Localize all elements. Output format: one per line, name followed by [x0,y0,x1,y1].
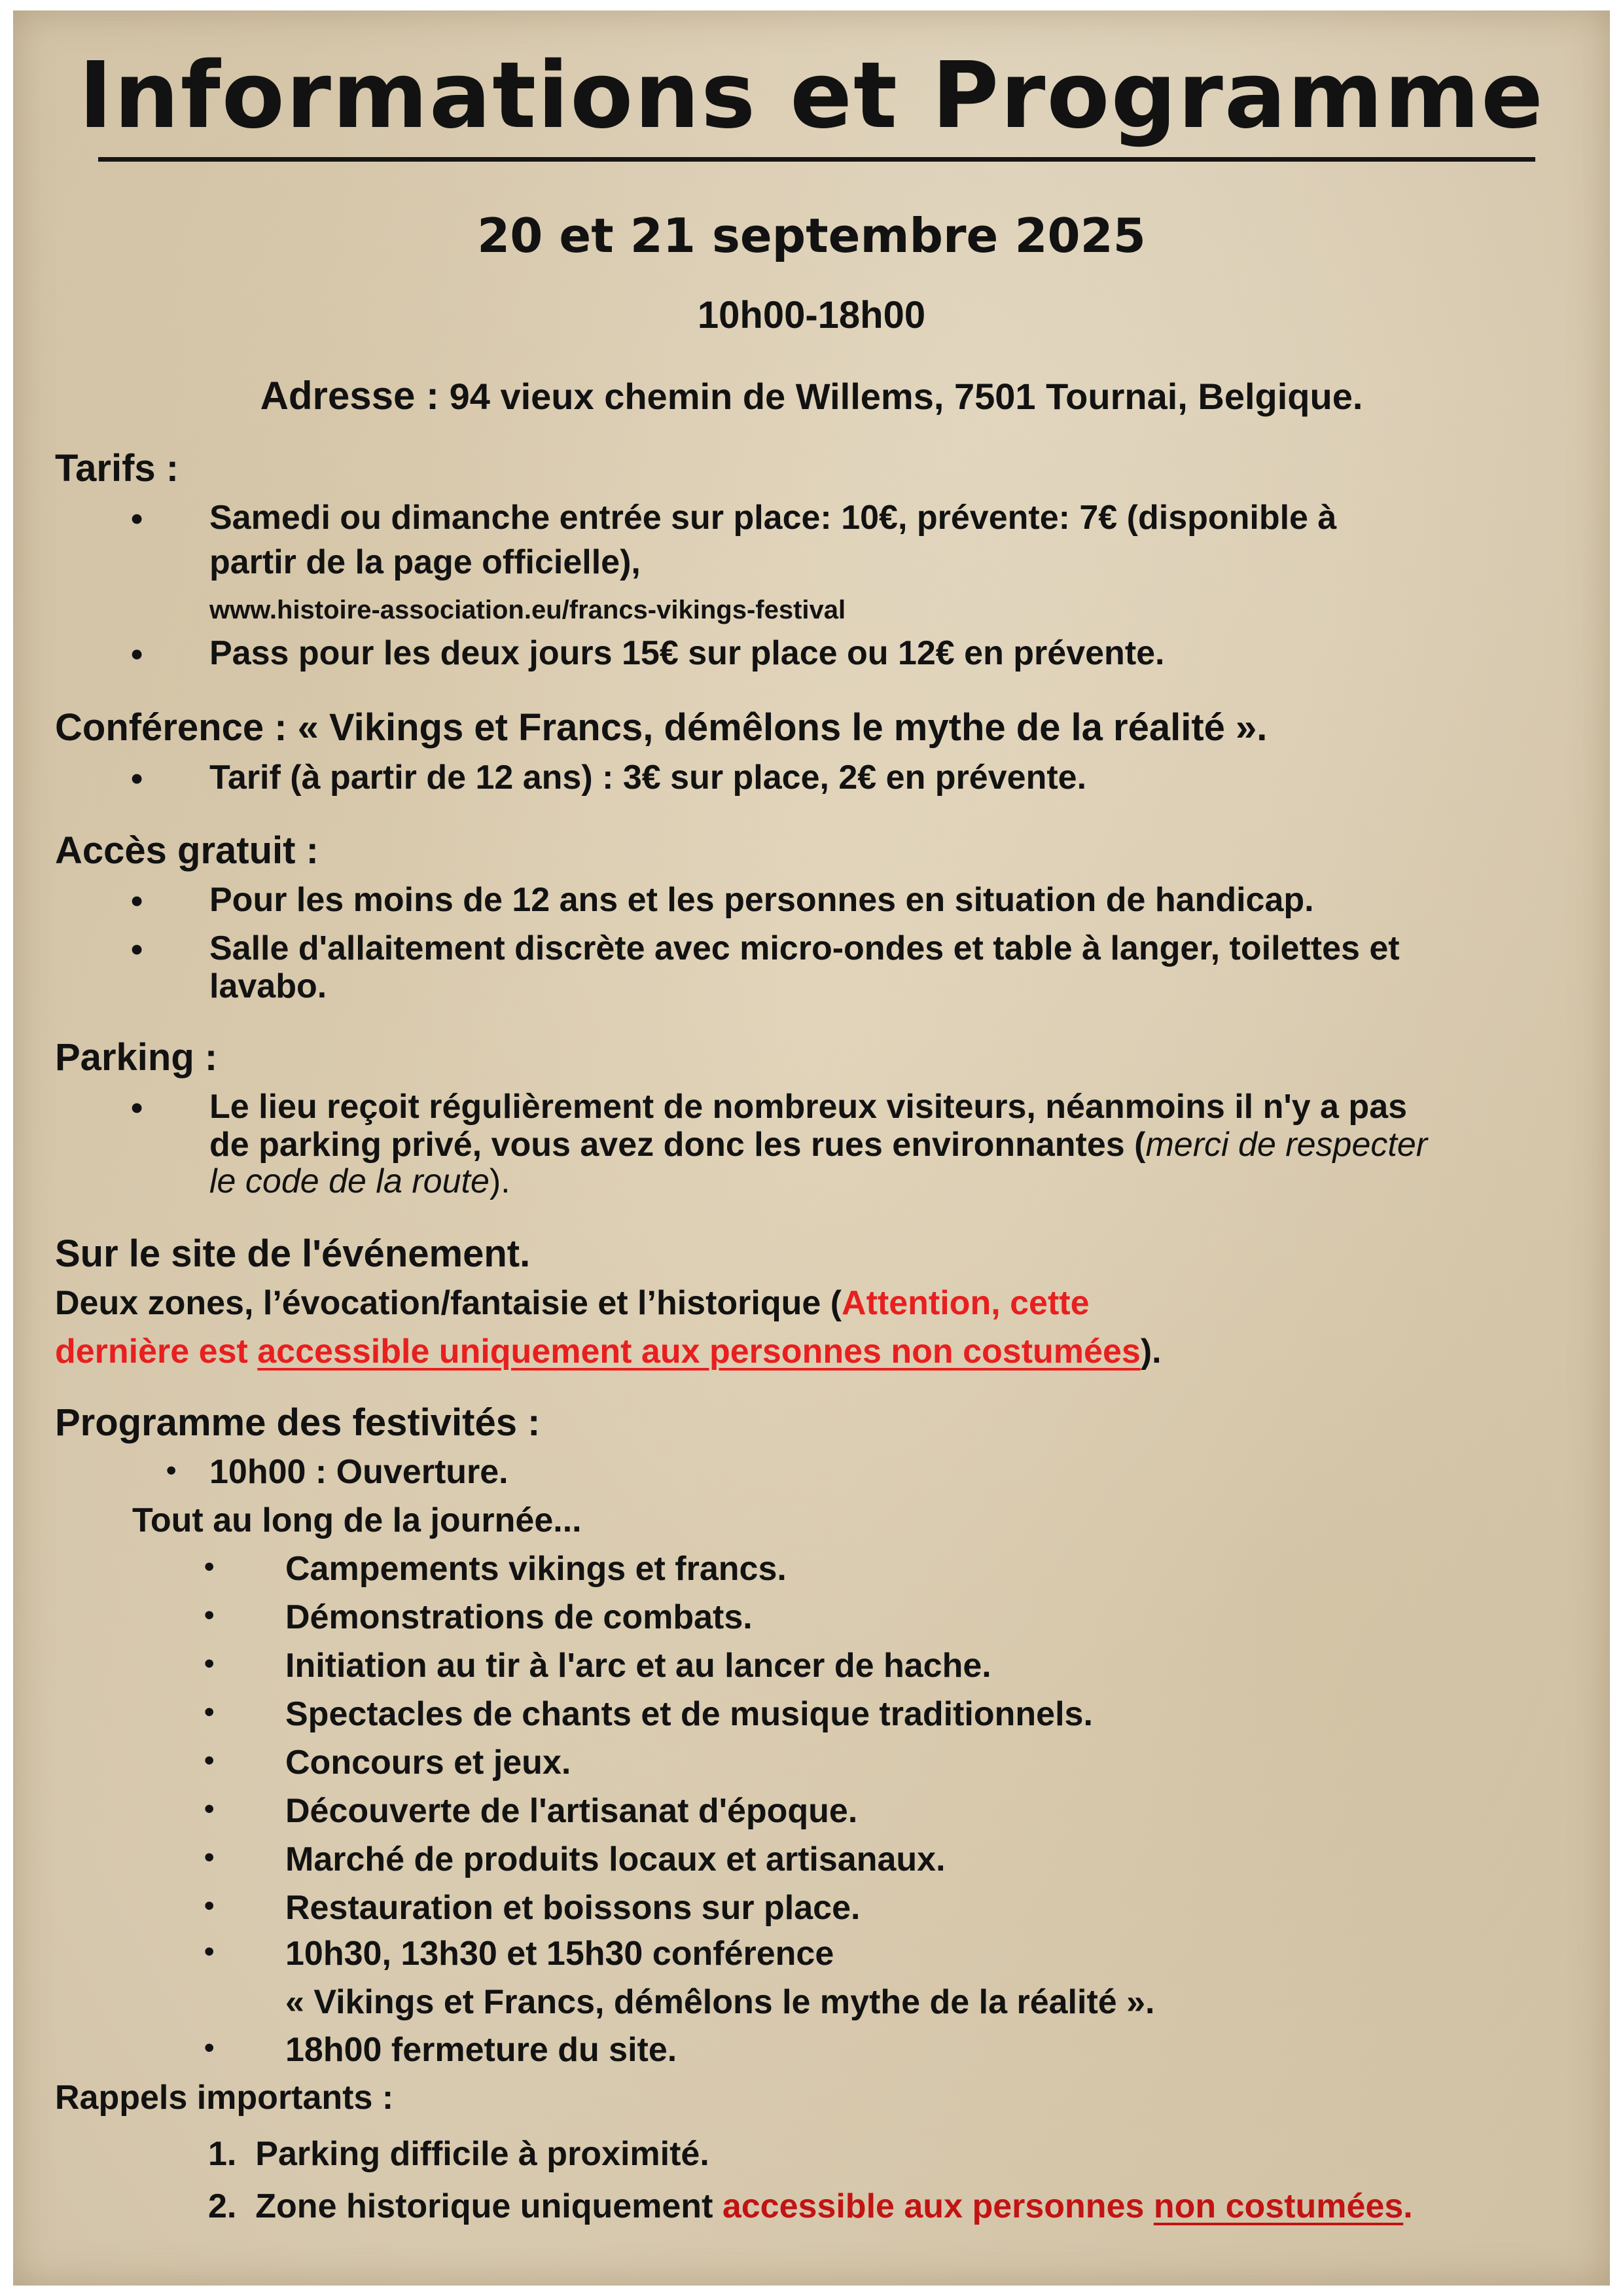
site-line2 [55,1333,1162,1371]
event-hours: 10h00-18h00 [697,294,926,336]
programme-item: Découverte de l'artisanat d'époque. [285,1792,858,1830]
programme-item: Démonstrations de combats. [285,1598,753,1636]
parking-line2 [209,1126,1427,1164]
official-page-url: www.histoire-association.eu/francs-vikings-festival [209,596,846,624]
reminder-1 [208,2135,709,2173]
address-label: Adresse : [260,374,440,418]
bullet-icon: • [131,882,143,920]
programme-item: Concours et jeux. [285,1744,571,1782]
free-access-item2-line1: Salle d'allaitement discrète avec micro-ondes et table à langer, toilettes et [209,929,1400,967]
reminder-2-number: 2. [208,2187,237,2225]
reminder-2 [208,2187,1413,2225]
bullet-icon: • [131,760,143,798]
programme-item: Initiation au tir à l'arc et au lancer de hache. [285,1647,991,1685]
bullet-icon: • [204,1793,215,1825]
event-address [0,373,1623,418]
bullet-icon: • [204,1841,215,1873]
reminder-2-warning-underlined: non costumées [1153,2187,1404,2225]
site-warning-text-2: dernière est [55,1333,258,1371]
title-underline-divider [98,157,1535,162]
programme-opening: 10h00 : Ouverture. [209,1453,508,1491]
programme-item: Spectacles de chants et de musique traditionnels. [285,1695,1093,1733]
site-line1 [55,1284,1090,1322]
programme-all-day: Tout au long de la journée... [132,1501,582,1539]
parking-line3 [209,1162,510,1200]
bullet-icon: • [204,1935,215,1967]
bullet-icon: • [131,636,143,673]
parking-line1: Le lieu reçoit régulièrement de nombreux visiteurs, néanmoins il n'y a pas [209,1088,1408,1126]
address-value: 94 vieux chemin de Willems, 7501 Tournai, Belgique. [449,376,1363,417]
tarifs-item1-line2: partir de la page officielle), [209,543,641,581]
programme-conference-times: 10h30, 13h30 et 15h30 conférence [285,1935,834,1973]
bullet-icon: • [204,1696,215,1728]
programme-item: Restauration et boissons sur place. [285,1889,861,1927]
reminder-2-text: Zone historique uniquement [255,2187,722,2225]
bullet-icon: • [131,931,143,969]
page-title: Informations et Programme [79,43,1544,149]
programme-closing: 18h00 fermeture du site. [285,2031,677,2069]
site-line2-end: ). [1140,1333,1162,1371]
parking-line2-italic: merci de respecter [1145,1126,1428,1164]
event-dates: 20 et 21 septembre 2025 [477,208,1146,263]
free-access-item1: Pour les moins de 12 ans et les personnes en situation de handicap. [209,881,1314,919]
bullet-icon: • [204,1890,215,1922]
programme-item: Campements vikings et francs. [285,1550,787,1588]
tarifs-item1-line1: Samedi ou dimanche entrée sur place: 10€, prévente: 7€ (disponible à [209,499,1337,537]
reminder-2-end: . [1403,2187,1413,2225]
tarifs-heading: Tarifs : [55,447,179,490]
conference-heading: Conférence : « Vikings et Francs, démêlons le mythe de la réalité ». [55,706,1268,749]
parking-line2-text: de parking privé, vous avez donc les rues environnantes ( [209,1126,1146,1164]
programme-item: Marché de produits locaux et artisanaux. [285,1840,946,1878]
programme-heading: Programme des festivités : [55,1401,541,1444]
bullet-icon: • [166,1454,177,1486]
parking-line3-end: ). [489,1162,510,1200]
tarifs-item2: Pass pour les deux jours 15€ sur place ou 12€ en prévente. [209,634,1165,672]
bullet-icon: • [131,1089,143,1127]
site-warning-text: Attention, cette [842,1284,1090,1322]
free-access-item2-line2: lavabo. [209,967,327,1005]
bullet-icon: • [204,1744,215,1776]
bullet-icon: • [204,1551,215,1583]
programme-conference-title: « Vikings et Francs, démêlons le mythe de la réalité ». [285,1983,1155,2021]
site-warning-underlined: accessible uniquement aux personnes non costumées [257,1333,1141,1371]
site-heading: Sur le site de l'événement. [55,1232,531,1275]
site-line1-text: Deux zones, l’évocation/fantaisie et l’historique ( [55,1284,842,1322]
reminders-heading: Rappels importants : [55,2079,394,2117]
conference-price: Tarif (à partir de 12 ans) : 3€ sur place, 2€ en prévente. [209,759,1087,797]
parking-line3-italic: le code de la route [209,1162,490,1200]
parking-heading: Parking : [55,1036,218,1079]
bullet-icon: • [204,1647,215,1679]
bullet-icon: • [204,1599,215,1631]
bullet-icon: • [131,500,143,538]
reminder-1-text: Parking difficile à proximité. [255,2135,709,2173]
free-access-heading: Accès gratuit : [55,829,319,872]
reminder-2-warning: accessible aux personnes [722,2187,1154,2225]
reminder-1-number: 1. [208,2135,237,2173]
bullet-icon: • [204,2032,215,2064]
